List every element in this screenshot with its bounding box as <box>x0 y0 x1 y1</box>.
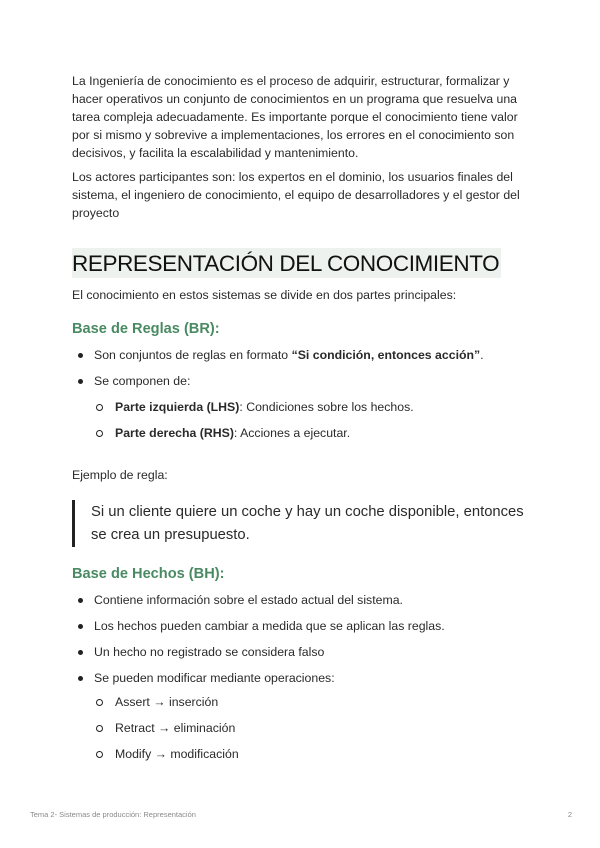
list-item <box>72 669 532 763</box>
example-label: Ejemplo de regla: <box>72 468 168 482</box>
document-page <box>72 72 532 771</box>
intro-paragraph: La Ingeniería de conocimiento es el proceso de adquirir, estructurar, formalizar y hacer operativos un conjunto de conocimientos en un programa que resuelva una tarea compleja adecuadamente. Es importante porque el conocimiento tiene valor por si mismo y sobrevive a implementaciones, los errores en el conocimiento son decisivos, y facilita la escalabilidad y mantenimiento. <box>72 74 518 160</box>
list-item: Assert → inserción <box>94 693 532 711</box>
base-hechos-list <box>72 591 532 763</box>
section-lead: El conocimiento en estos sistemas se divide en dos partes principales: <box>72 288 457 302</box>
list-item: Los hechos pueden cambiar a medida que se aplican las reglas. <box>72 617 532 635</box>
list-item: Contiene información sobre el estado actual del sistema. <box>72 591 532 609</box>
page-number: 2 <box>567 810 572 819</box>
lhs-label: Parte izquierda (LHS) <box>115 400 240 414</box>
example-quote: Si un cliente quiere un coche y hay un coche disponible, entonces se crea un presupuesto. <box>72 500 532 547</box>
list-item <box>72 346 532 364</box>
list-item: Un hecho no registrado se considera falso <box>72 643 532 661</box>
list-item <box>94 398 532 416</box>
list-item <box>72 372 532 442</box>
list-item-text: Son conjuntos de reglas en formato <box>94 348 292 362</box>
rule-parts-list <box>94 398 532 442</box>
base-hechos-heading: Base de Hechos (BH): <box>72 566 225 582</box>
footer-title: Tema 2- Sistemas de producción: Representación <box>30 810 196 819</box>
list-item: Retract → eliminación <box>94 719 532 737</box>
section-heading: REPRESENTACIÓN DEL CONOCIMIENTO <box>72 248 501 278</box>
actors-paragraph: Los actores participantes son: los expertos en el dominio, los usuarios finales del sistema, el ingeniero de conocimiento, el equipo de desarrolladores y el gestor del proyecto <box>72 170 520 220</box>
rhs-text: : Acciones a ejecutar. <box>233 426 351 440</box>
list-item-text: Se pueden modificar mediante operaciones: <box>94 671 335 685</box>
rhs-label: Parte derecha (RHS) <box>115 426 234 440</box>
list-item: Modify → modificación <box>94 745 532 763</box>
operations-list <box>94 693 532 763</box>
base-reglas-heading: Base de Reglas (BR): <box>72 321 220 337</box>
list-item-text: Se componen de: <box>94 374 191 388</box>
spacer <box>72 450 532 466</box>
base-reglas-list <box>72 346 532 442</box>
list-item-punct: . <box>480 348 484 362</box>
lhs-text: : Condiciones sobre los hechos. <box>239 400 414 414</box>
rule-format-text: “Si condición, entonces acción” <box>291 348 481 362</box>
list-item <box>94 424 532 442</box>
